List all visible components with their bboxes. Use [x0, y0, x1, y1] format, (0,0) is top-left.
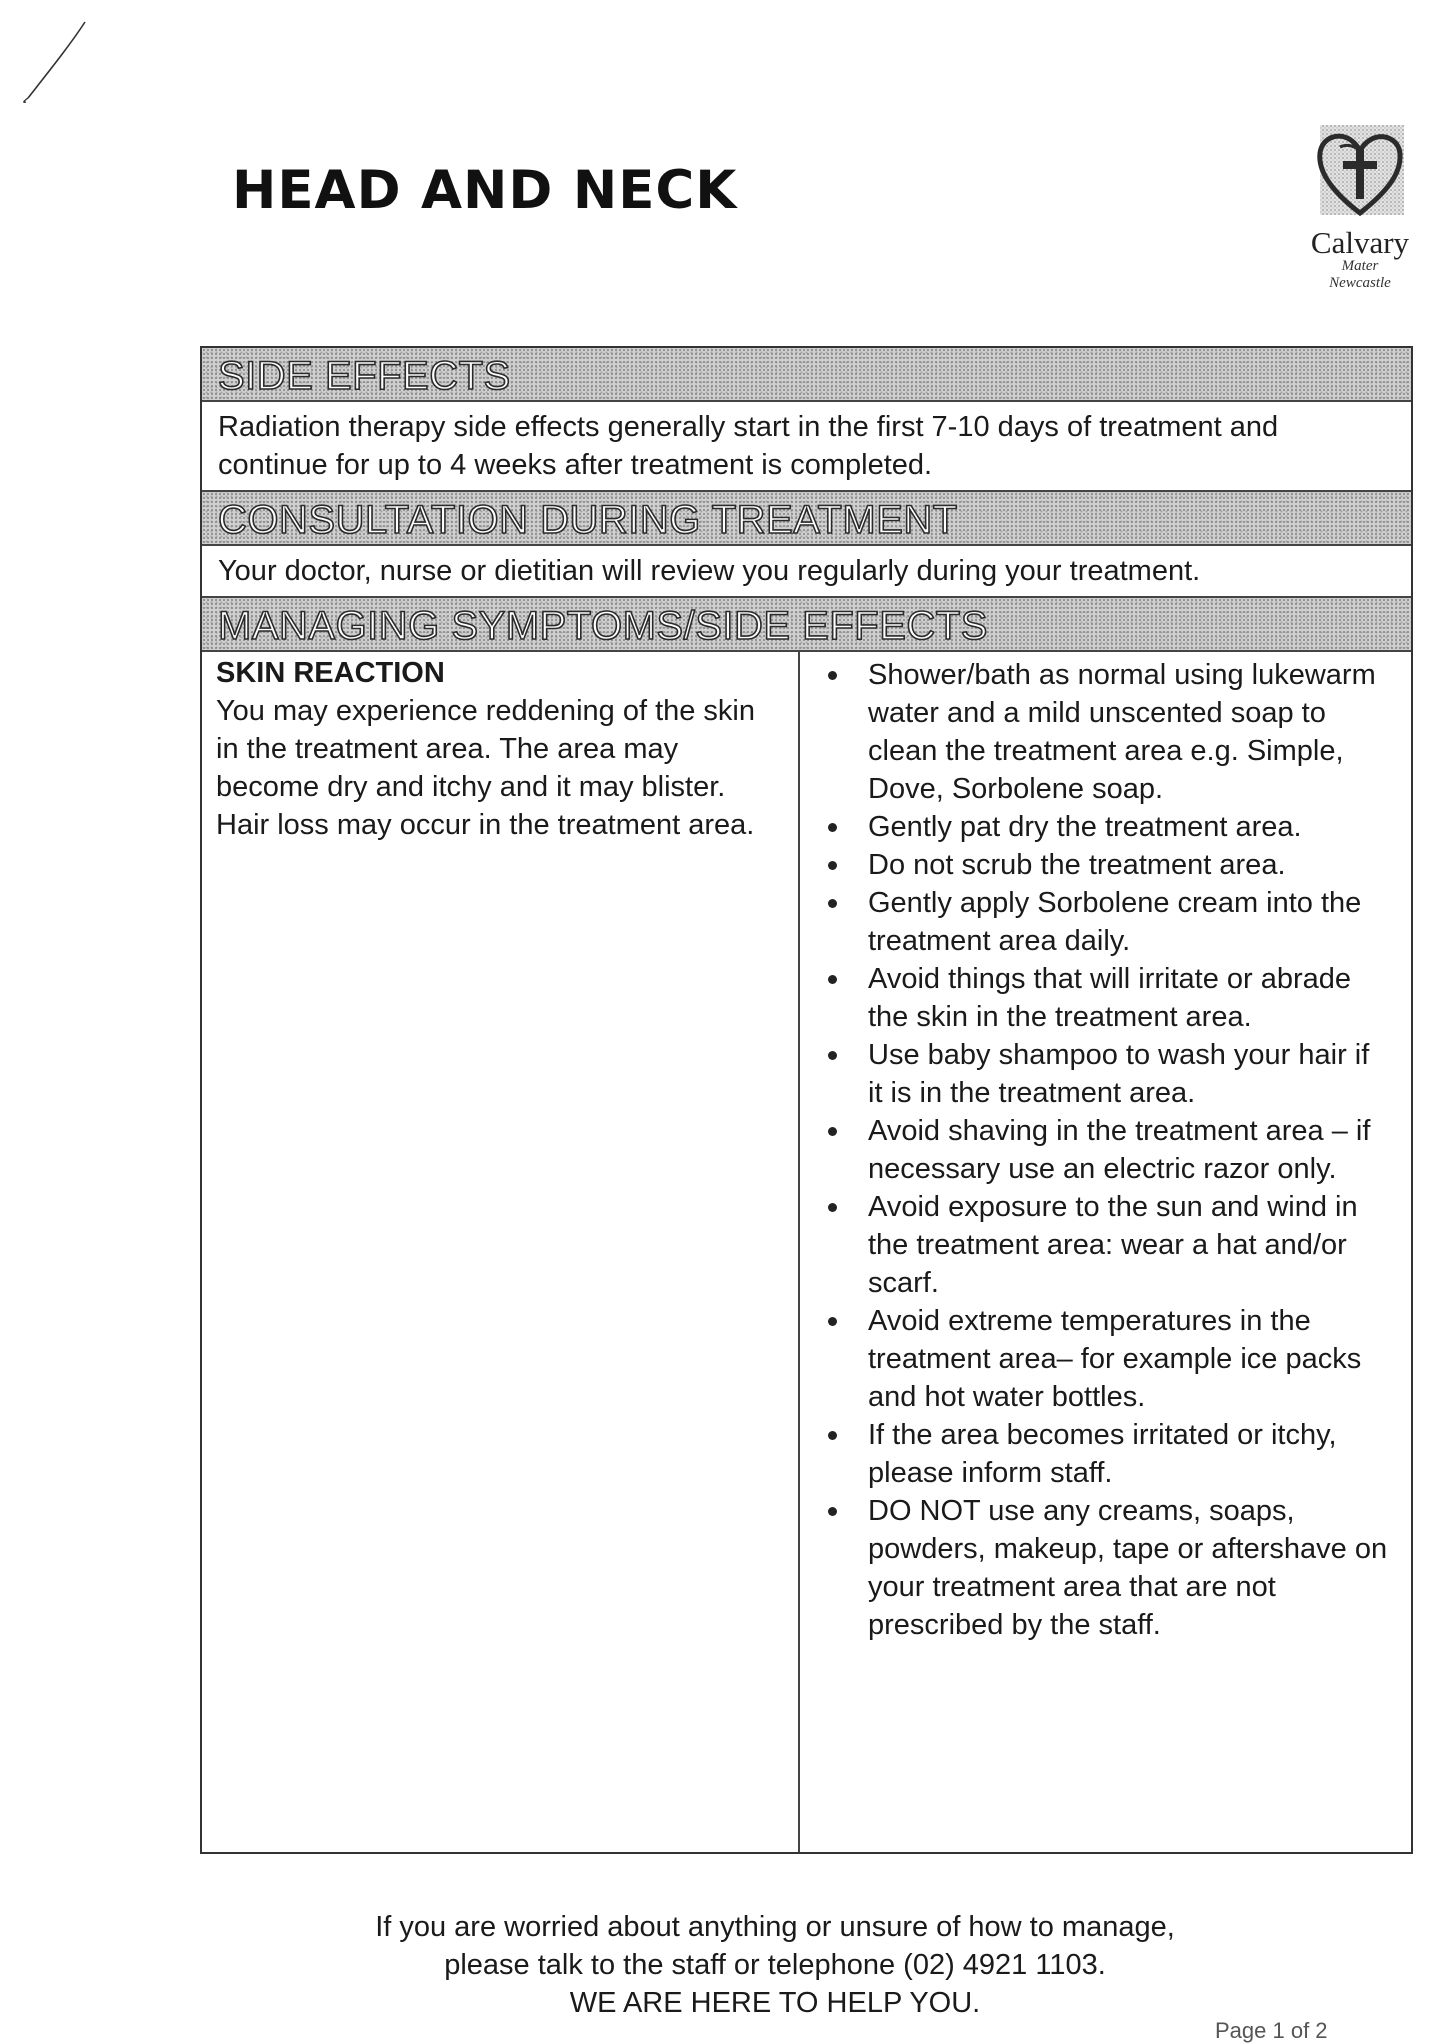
logo-subtitle-line1: Mater: [1341, 258, 1379, 274]
advice-item: [820, 808, 1391, 846]
bullet-icon: [828, 1317, 837, 1326]
logo-name: Calvary: [1310, 225, 1410, 260]
managing-header: [202, 598, 1411, 652]
bullet-icon: [828, 1507, 837, 1516]
symptom-column: [202, 652, 800, 1852]
hospital-logo: [1285, 125, 1435, 293]
advice-item: [820, 656, 1391, 808]
heart-cross-icon: [1310, 125, 1410, 225]
advice-text: Use baby shampoo to wash your hair if it is in the treatment area.: [868, 1039, 1370, 1109]
pen-mark: [10, 10, 90, 105]
bullet-icon: [828, 823, 837, 832]
bullet-icon: [828, 899, 837, 908]
bullet-icon: [828, 1051, 837, 1060]
bullet-icon: [828, 861, 837, 870]
bullet-icon: [828, 1203, 837, 1212]
bullet-icon: [828, 975, 837, 984]
advice-list: [820, 656, 1391, 1644]
advice-item: [820, 884, 1391, 960]
advice-text: Avoid exposure to the sun and wind in the treatment area: wear a hat and/or scarf.: [868, 1191, 1358, 1299]
document-title: HEAD AND NECK: [232, 160, 738, 221]
symptom-columns: [202, 652, 1411, 1852]
footer-contact: [0, 1908, 1440, 2022]
symptom-description: You may experience reddening of the skin in the treatment area. The area may become dry and itchy and it may blister. Hair loss may occur in the treatment area.: [216, 695, 756, 841]
advice-item: [820, 1112, 1391, 1188]
advice-column: [800, 652, 1411, 1852]
advice-text: DO NOT use any creams, soaps, powders, makeup, tape or aftershave on your treatment area that are not prescribed by the staff.: [868, 1495, 1388, 1641]
advice-text: Gently apply Sorbolene cream into the treatment area daily.: [868, 887, 1362, 957]
symptom-heading: SKIN REACTION: [216, 657, 445, 689]
advice-text: Gently pat dry the treatment area.: [868, 811, 1302, 843]
bullet-icon: [828, 1431, 837, 1440]
advice-text: Shower/bath as normal using lukewarm water and a mild unscented soap to clean the treatment area e.g. Simple, Dove, Sorbolene soap.: [868, 659, 1376, 805]
advice-text: Avoid shaving in the treatment area – if necessary use an electric razor only.: [868, 1115, 1371, 1185]
footer-line-2: please talk to the staff or telephone (02) 4921 1103.: [444, 1949, 1106, 1981]
advice-item: [820, 846, 1391, 884]
consultation-heading: CONSULTATION DURING TREATMENT: [218, 498, 958, 542]
advice-text: If the area becomes irritated or itchy, please inform staff.: [868, 1419, 1337, 1489]
advice-item: [820, 1188, 1391, 1302]
side-effects-heading: SIDE EFFECTS: [218, 354, 511, 398]
advice-text: Avoid things that will irritate or abrade the skin in the treatment area.: [868, 963, 1352, 1033]
consultation-text: Your doctor, nurse or dietitian will review you regularly during your treatment.: [202, 546, 1411, 598]
footer-line-1: If you are worried about anything or unsure of how to manage,: [375, 1911, 1175, 1943]
logo-subtitle-line2: Newcastle: [1329, 275, 1391, 292]
bullet-icon: [828, 1127, 837, 1136]
info-table: [200, 346, 1413, 1854]
bullet-icon: [828, 671, 837, 680]
side-effects-header: [202, 348, 1411, 402]
footer-line-3: WE ARE HERE TO HELP YOU.: [569, 1987, 981, 2019]
advice-item: [820, 1302, 1391, 1416]
advice-item: [820, 1416, 1391, 1492]
consultation-header: [202, 492, 1411, 546]
advice-item: [820, 1492, 1391, 1644]
advice-text: Do not scrub the treatment area.: [868, 849, 1286, 881]
page-number: Page 1 of 2: [1215, 2018, 1328, 2043]
managing-heading: MANAGING SYMPTOMS/SIDE EFFECTS: [218, 604, 988, 648]
advice-item: [820, 1036, 1391, 1112]
advice-item: [820, 960, 1391, 1036]
side-effects-text: Radiation therapy side effects generally start in the first 7-10 days of treatment and continue for up to 4 weeks after treatment is completed.: [202, 402, 1411, 492]
advice-text: Avoid extreme temperatures in the treatment area– for example ice packs and hot water bottles.: [868, 1305, 1362, 1413]
